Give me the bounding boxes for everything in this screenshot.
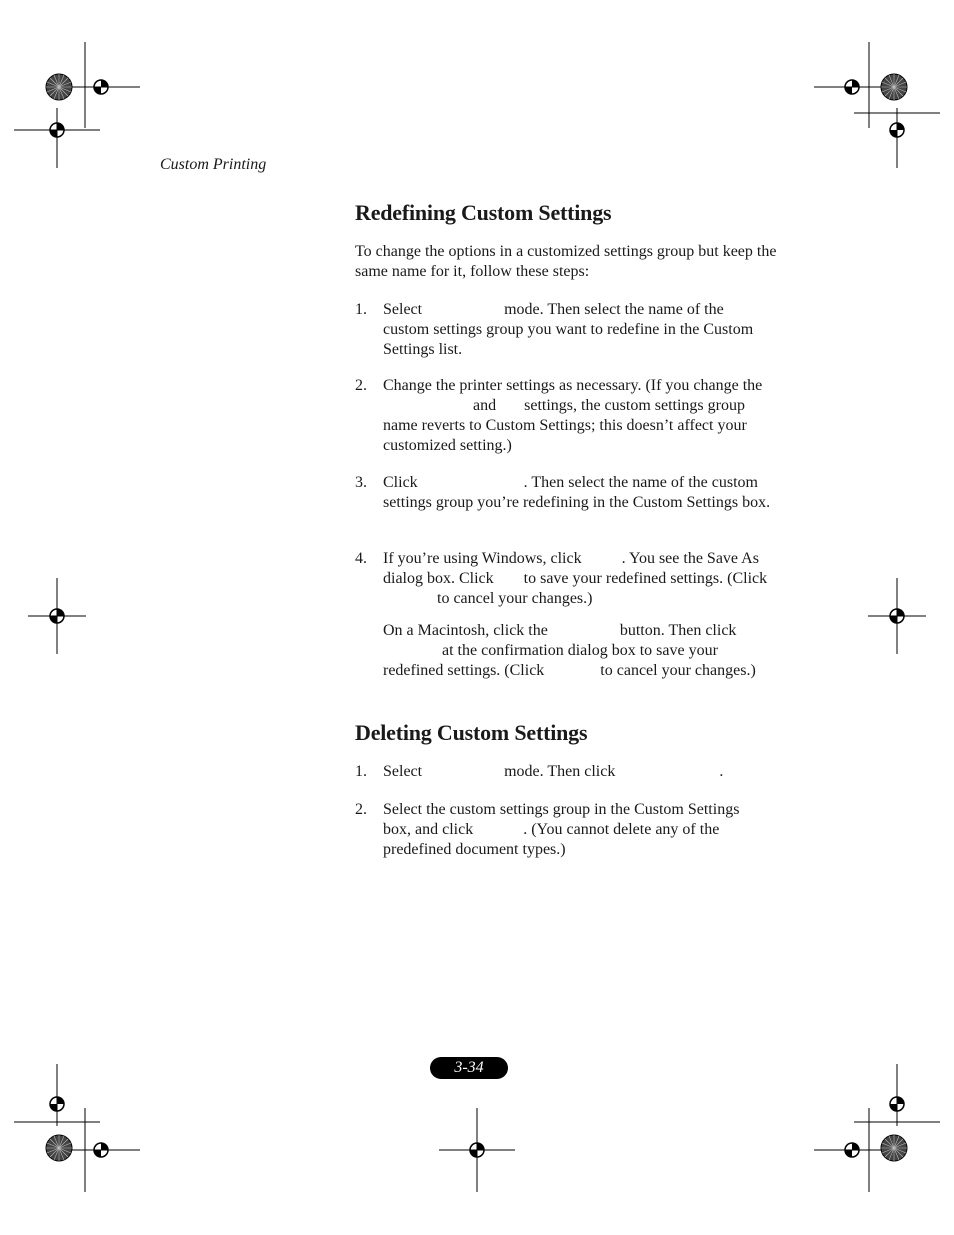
running-head: Custom Printing <box>160 156 267 173</box>
step-text: box, and click <box>383 821 474 838</box>
step-text: mode. Then click <box>504 763 616 780</box>
page-number: 3-34 <box>430 1057 508 1079</box>
step-number: 3. <box>355 474 367 491</box>
note-text: redefined settings. (Click <box>383 662 545 679</box>
step-text: Change the printer settings as necessary. (If you change the <box>383 377 763 394</box>
step-text: . (You cannot delete any of the <box>523 821 720 838</box>
step-text: custom settings group you want to redefine in the Custom Settings list. <box>383 321 754 358</box>
step-number: 2. <box>355 801 367 818</box>
delete-step-2 <box>355 800 780 860</box>
redefine-step-2 <box>355 376 780 456</box>
step-text: If you’re using Windows, click <box>383 550 582 567</box>
note-text: to cancel your changes.) <box>600 662 756 679</box>
step-text: to save your redefined settings. (Click <box>523 570 768 587</box>
step-number: 1. <box>355 301 367 318</box>
step-number: 2. <box>355 377 367 394</box>
step-text: Select <box>383 301 423 318</box>
step-text: settings, the custom settings group <box>524 397 745 414</box>
step-number: 4. <box>355 550 367 567</box>
step-text: dialog box. Click <box>383 570 494 587</box>
step-text: settings group you’re redefining in the Custom Settings box. <box>383 494 771 511</box>
step-text: and <box>473 397 497 414</box>
redefine-step-3 <box>355 473 780 533</box>
step-text: . You see the Save As <box>621 550 759 567</box>
delete-step-1 <box>355 762 780 782</box>
redefine-step-1 <box>355 300 780 360</box>
note-text: at the confirmation dialog box to save your <box>442 642 718 659</box>
redefine-step-4 <box>355 549 780 609</box>
note-text: button. Then click <box>619 622 737 639</box>
step-text: Select the custom settings group in the Custom Settings <box>383 801 740 818</box>
macintosh-note <box>383 621 783 681</box>
step-text: mode. Then select the name of the <box>504 301 724 318</box>
step-number: 1. <box>355 763 367 780</box>
step-text: to cancel your changes.) <box>437 590 593 607</box>
intro-paragraph: To change the options in a customized settings group but keep the same name for it, follow these steps: <box>355 243 777 280</box>
step-text: name reverts to Custom Settings; this doesn’t affect your customized setting.) <box>383 417 747 454</box>
section-heading-deleting: Deleting Custom Settings <box>355 720 588 745</box>
step-text: Click <box>383 474 418 491</box>
step-text: Select <box>383 763 423 780</box>
note-text: On a Macintosh, click the <box>383 622 548 639</box>
step-text: . <box>719 763 724 780</box>
step-text: predefined document types.) <box>383 841 566 858</box>
section-heading-redefining: Redefining Custom Settings <box>355 200 612 225</box>
step-text: . Then select the name of the custom <box>523 474 758 491</box>
